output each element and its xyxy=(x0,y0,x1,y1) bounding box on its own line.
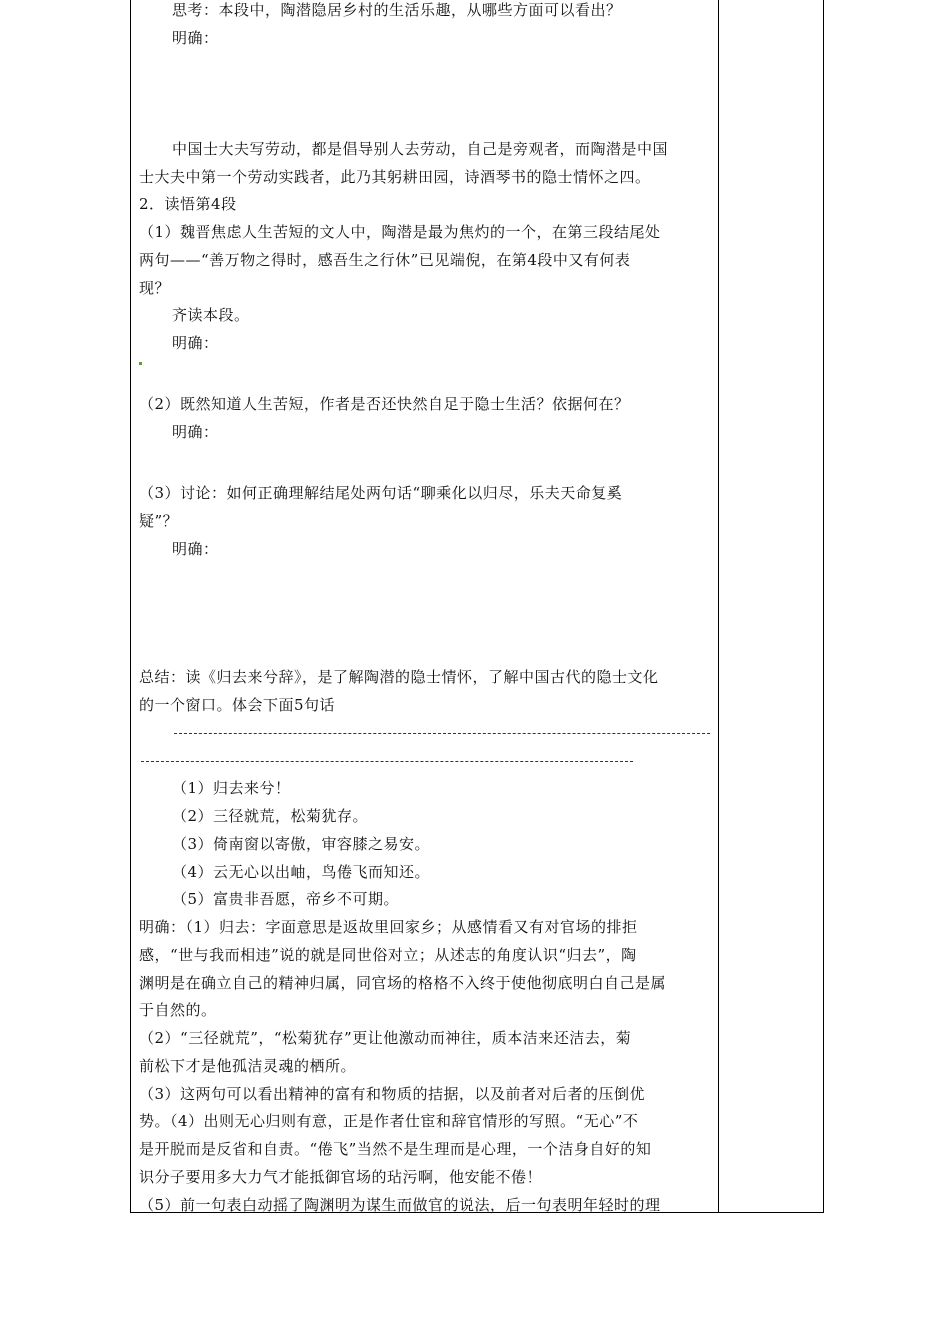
paragraph-line: 士大夫中第一个劳动实践者，此乃其躬耕田园，诗酒琴书的隐士情怀之四。 xyxy=(139,168,651,186)
answer-paragraph: 前松下才是他孤洁灵魂的栖所。 xyxy=(139,1057,357,1075)
question-2: （2）既然知道人生苦短，作者是否还快然自足于隐士生活？依据何在？ xyxy=(139,395,630,413)
answer-paragraph: 渊明是在确立自己的精神归属，同官场的格格不入终于使他彻底明白自己是属 xyxy=(139,974,667,992)
answer-paragraph: （3）这两句可以看出精神的富有和物质的拮据，以及前者对后者的压倒优 xyxy=(139,1085,646,1103)
summary-line: 总结：读《归去来兮辞》，是了解陶潜的隐士情怀，了解中国古代的隐士文化 xyxy=(139,668,659,686)
column-divider xyxy=(718,0,719,1213)
question-3-cont: 疑”？ xyxy=(139,512,179,530)
answer-paragraph: 感，“世与我而相违”说的就是同世俗对立；从述志的角度认识“归去”，陶 xyxy=(139,946,637,964)
quote-item: （2）三径就荒，松菊犹存。 xyxy=(172,807,369,825)
quote-item: （3）倚南窗以寄傲，审容膝之易安。 xyxy=(172,835,431,853)
dashed-rule xyxy=(174,733,710,734)
quote-item: （4）云无心以出岫，鸟倦飞而知还。 xyxy=(172,863,431,881)
answer-label: 明确： xyxy=(172,423,219,441)
question-1-cont: 现？ xyxy=(139,279,171,297)
think-question: 思考：本段中，陶潜隐居乡村的生活乐趣，从哪些方面可以看出？ xyxy=(172,1,622,19)
answer-paragraph: 是开脱而是反省和自责。“倦飞”当然不是生理而是心理，一个洁身自好的知 xyxy=(139,1140,652,1158)
section-heading: 2．读悟第4段 xyxy=(139,195,237,213)
quote-item: （1）归去来兮！ xyxy=(172,779,291,797)
question-1-cont: 两句——“善万物之得时，感吾生之行休”已见端倪，在第4段中又有何表 xyxy=(139,251,631,269)
answer-label: 明确： xyxy=(172,540,219,558)
paragraph-line: 中国士大夫写劳动，都是倡导别人去劳动，自己是旁观者，而陶潜是中国 xyxy=(172,140,669,158)
answer-label: 明确： xyxy=(172,29,219,47)
answer-paragraph: （5）前一句表白动摇了陶渊明为谋生而做官的说法，后一句表明年轻时的理 xyxy=(139,1196,661,1214)
quote-item: （5）富贵非吾愿，帝乡不可期。 xyxy=(172,890,400,908)
answer-paragraph: 势。（4）出则无心归则有意，正是作者仕宦和辞官情形的写照。“无心”不 xyxy=(139,1112,639,1130)
answer-paragraph: （2）“三径就荒”，“松菊犹存”更让他激动而神往，质本洁来还洁去，菊 xyxy=(139,1029,632,1047)
dashed-rule xyxy=(141,761,633,762)
answer-paragraph: 于自然的。 xyxy=(139,1001,217,1019)
green-dot-mark xyxy=(139,362,142,365)
answer-paragraph: 明确：（1）归去：字面意思是返故里回家乡；从感情看又有对官场的排拒 xyxy=(139,918,638,936)
question-1: （1）魏晋焦虑人生苦短的文人中，陶潜是最为焦灼的一个，在第三段结尾处 xyxy=(139,223,661,241)
question-3: （3）讨论：如何正确理解结尾处两句话“聊乘化以归尽，乐夫天命复奚 xyxy=(139,484,623,502)
summary-line: 的一个窗口。体会下面5句话 xyxy=(139,696,336,714)
answer-label: 明确： xyxy=(172,334,219,352)
answer-paragraph: 识分子要用多大力气才能抵御官场的玷污啊，他安能不倦！ xyxy=(139,1168,543,1186)
read-instruction: 齐读本段。 xyxy=(172,306,250,324)
